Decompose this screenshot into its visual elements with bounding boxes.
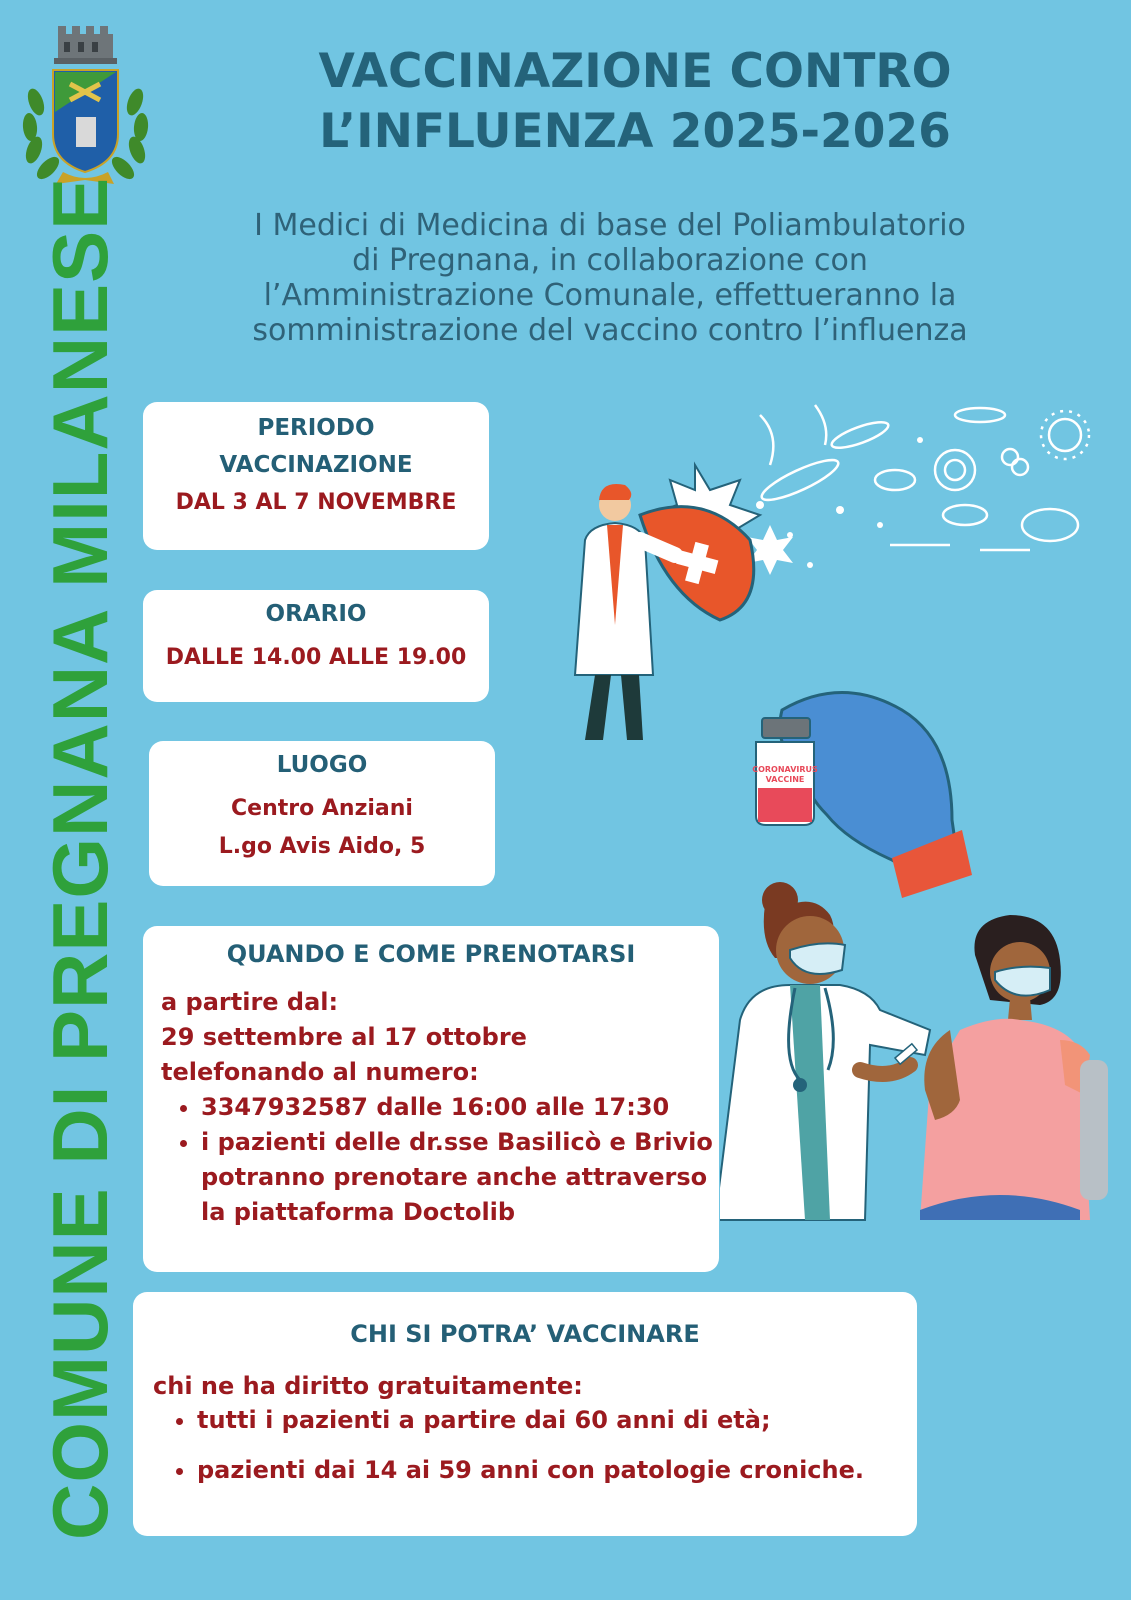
intro-line-4: somministrazione del vaccino contro l’influenza: [252, 313, 968, 348]
periodo-heading-line-2: VACCINAZIONE: [219, 452, 413, 478]
nurse-vaccinating-patient-illustration: [720, 880, 1115, 1240]
title-line-2: L’INFLUENZA 2025-2026: [319, 104, 951, 159]
page-title: [230, 42, 1040, 162]
prenotazione-list: [161, 1090, 719, 1230]
municipal-crest-logo: [18, 22, 153, 192]
municipality-vertical-title: COMUNE DI PREGNANA MILANESE: [36, 176, 124, 1540]
luogo-line-2: L.go Avis Aido, 5: [218, 834, 426, 859]
vial-label-line-1: CORONAVIRUS: [752, 765, 818, 774]
title-line-1: VACCINAZIONE CONTRO: [318, 44, 952, 99]
list-item: • 3347932587 dalle 16:00 alle 17:30: [201, 1090, 719, 1125]
patient-figure: [920, 915, 1108, 1220]
prenotazione-line-1: a partire dal:: [161, 988, 339, 1016]
crown-icon: [54, 26, 117, 64]
periodo-heading: [143, 402, 489, 484]
list-item: • pazienti dai 14 ai 59 anni con patologie croniche.: [197, 1453, 917, 1487]
shield-icon: [53, 70, 118, 172]
prenotazione-heading: QUANDO E COME PRENOTARSI: [226, 940, 636, 968]
periodo-heading-line-1: PERIODO: [257, 415, 375, 441]
chi-body: [133, 1353, 917, 1487]
prenotazione-line-2: 29 settembre al 17 ottobre: [161, 1023, 527, 1051]
luogo-address: [149, 790, 495, 866]
luogo-heading: LUOGO: [276, 752, 368, 778]
orario-value: DALLE 14.00 ALLE 19.00: [165, 645, 467, 670]
list-item: • tutti i pazienti a partire dai 60 anni di età;: [197, 1403, 917, 1437]
vial-label-line-2: VACCINE: [765, 775, 805, 784]
chi-card: [133, 1292, 917, 1536]
prenotazione-body: [143, 973, 719, 1230]
nurse-figure: [720, 882, 930, 1220]
chi-list: [153, 1403, 917, 1487]
list-item: • i pazienti delle dr.sse Basilicò e Brivio potranno prenotare anche attraverso la piattaforma Doctolib: [201, 1125, 719, 1230]
intro-paragraph: [185, 208, 1035, 348]
periodo-value: DAL 3 AL 7 NOVEMBRE: [175, 490, 457, 515]
chi-intro: chi ne ha diritto gratuitamente:: [153, 1372, 583, 1400]
intro-line-3: l’Amministrazione Comunale, effettueranno la: [263, 278, 957, 313]
periodo-card: [143, 402, 489, 550]
intro-line-2: di Pregnana, in collaborazione con: [352, 243, 868, 278]
luogo-line-1: Centro Anziani: [231, 796, 413, 821]
intro-line-1: I Medici di Medicina di base del Poliambulatorio: [254, 208, 966, 243]
orario-card: [143, 590, 489, 702]
chi-heading: CHI SI POTRA’ VACCINARE: [350, 1320, 700, 1348]
prenotazione-card: [143, 926, 719, 1272]
orario-heading: ORARIO: [265, 601, 367, 627]
prenotazione-line-3: telefonando al numero:: [161, 1058, 479, 1086]
luogo-card: [149, 741, 495, 886]
